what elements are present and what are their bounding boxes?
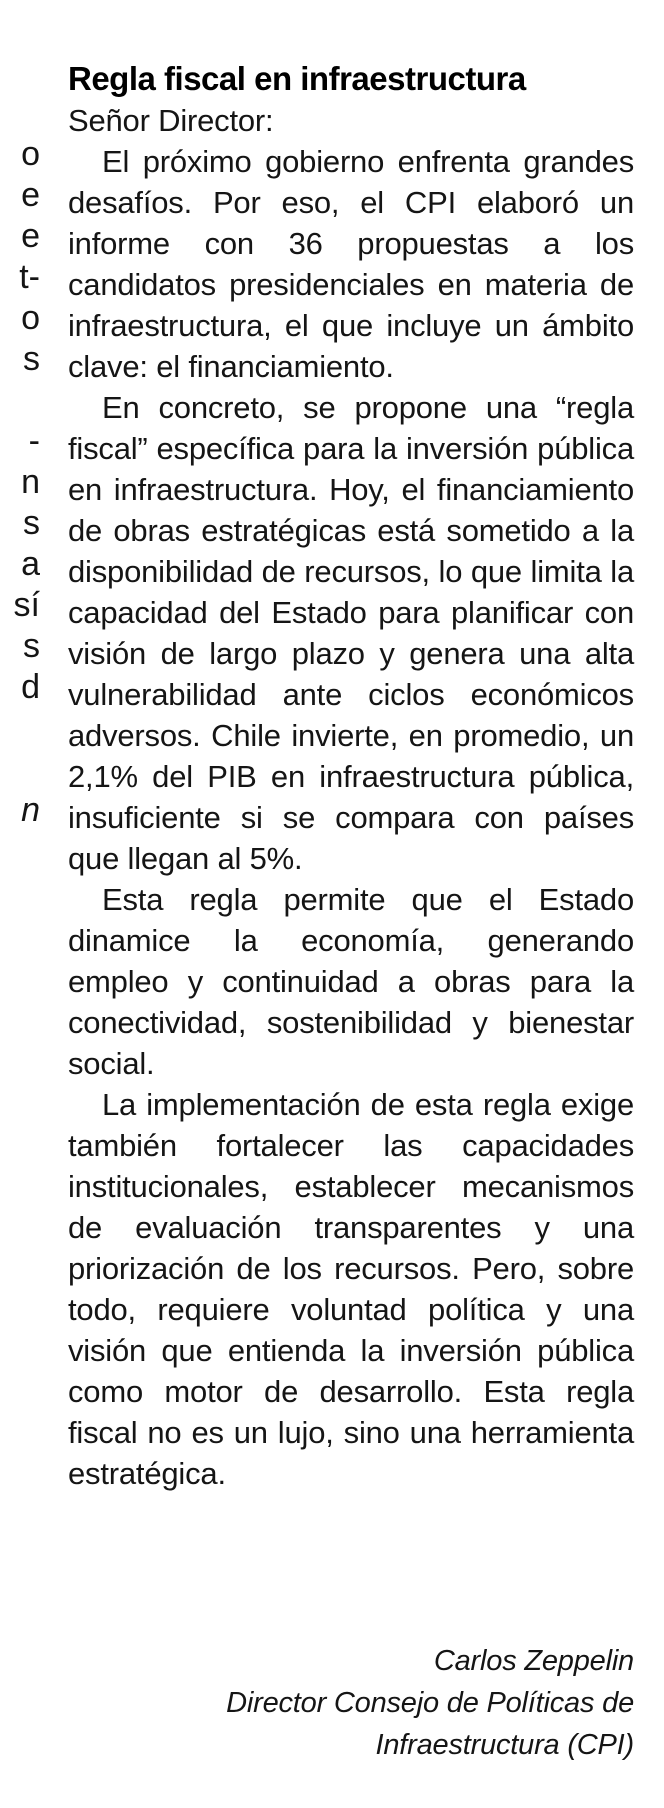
column-fragment: - — [28, 422, 40, 460]
column-fragment: d — [21, 668, 40, 706]
column-fragment: e — [21, 217, 40, 255]
column-fragment: s — [23, 504, 40, 542]
column-fragment: e — [21, 176, 40, 214]
letter-salutation: Señor Director: — [68, 103, 274, 138]
letter-paragraph: En concreto, se propone una “regla fiscal” específica para la inversión pública en infraestructura. Hoy, el financiamiento de obras estratégicas está sometido a la disponibilidad de recursos, lo que limita la capacidad del Estado para planificar con visión de largo plazo y genera una alta vulnerabilidad ante ciclos económicos adversos. Chile invierte, en promedio, un 2,1% del PIB en infraestructura pública, insuficiente si se compara con países que llegan al 5%. — [68, 390, 634, 876]
column-fragment: s — [23, 627, 40, 665]
letter-paragraph: El próximo gobierno enfrenta grandes desafíos. Por eso, el CPI elaboró un informe con 36 propuestas a los candidatos presidenciales en materia de infraestructura, el que incluye un ámbito clave: el financiamiento. — [68, 144, 634, 384]
column-fragment: o — [21, 135, 40, 173]
column-fragment: a — [21, 545, 40, 583]
column-fragment: o — [21, 299, 40, 337]
letter-to-editor — [68, 58, 634, 1494]
signature-title: Director Consejo de Políticas de — [226, 1687, 634, 1719]
letter-signature — [226, 1640, 634, 1766]
column-fragment: sí — [13, 586, 40, 624]
column-fragment: t- — [19, 258, 40, 296]
signature-name: Carlos Zeppelin — [433, 1645, 634, 1677]
letter-paragraph: Esta regla permite que el Estado dinamice la economía, generando empleo y continuidad a obras para la conectividad, sostenibilidad y bienestar social. — [68, 882, 634, 1081]
column-fragment: n — [21, 463, 40, 501]
column-fragment: s — [23, 340, 40, 378]
signature-organization: Infraestructura (CPI) — [375, 1729, 634, 1761]
column-fragment: n — [21, 791, 40, 829]
letter-headline: Regla fiscal en infraestructura — [68, 60, 526, 97]
adjacent-column-edge — [0, 0, 40, 1808]
letter-paragraph: La implementación de esta regla exige también fortalecer las capacidades institucionales, establecer mecanismos de evaluación transparentes y una priorización de los recursos. Pero, sobre todo, requiere voluntad política y una visión que entienda la inversión pública como motor de desarrollo. Esta regla fiscal no es un lujo, sino una herramienta estratégica. — [68, 1087, 634, 1491]
